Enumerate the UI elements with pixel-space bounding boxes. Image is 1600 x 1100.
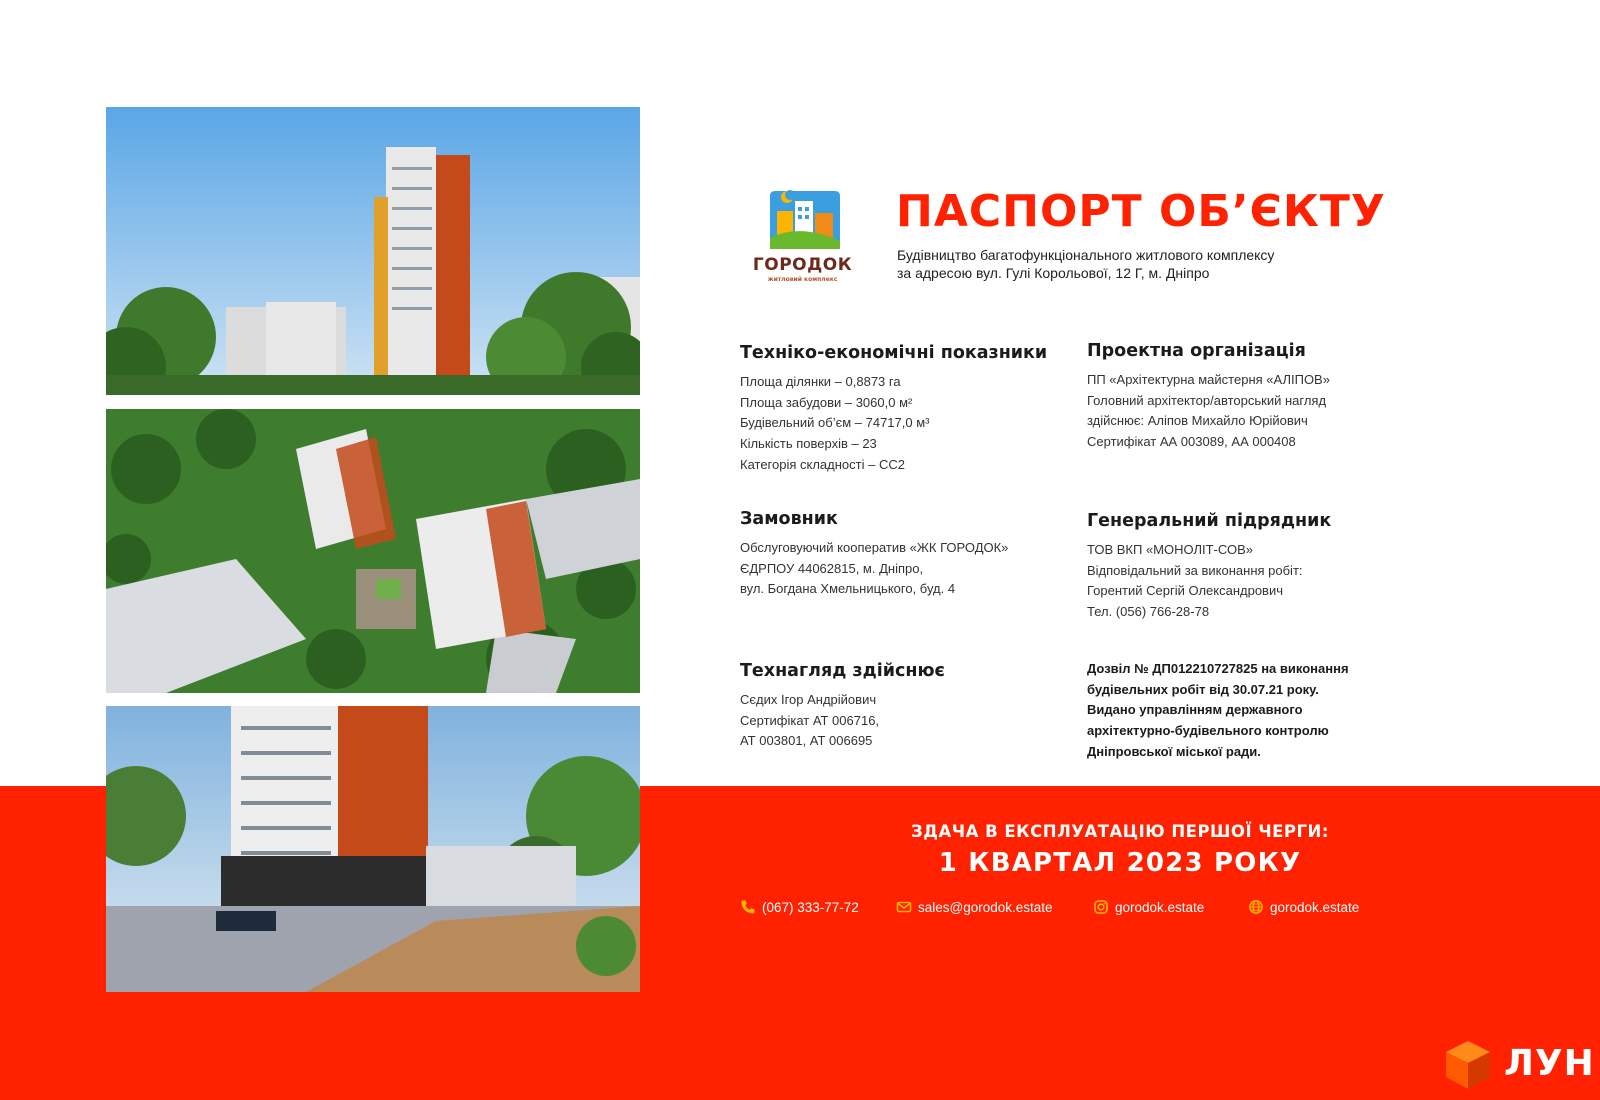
info-line: ТОВ ВКП «МОНОЛІТ-СОВ» [1087, 542, 1254, 557]
info-line: вул. Богдана Хмельницького, буд. 4 [740, 581, 956, 597]
phone-text: (067) 333-77-72 [762, 899, 859, 915]
permit-line: Дозвіл № ДП012210727825 на виконання [1087, 661, 1349, 676]
info-line: Кількість поверхів – 23 [740, 436, 877, 452]
info-line: Відповідальний за виконання робіт: [1087, 562, 1303, 578]
permit-line: архітектурно-будівельного контролю [1087, 723, 1329, 739]
phone-contact[interactable] [740, 899, 859, 915]
tech-indicators-section [740, 343, 1047, 476]
lun-brand [1440, 1037, 1595, 1093]
instagram-contact[interactable] [1093, 899, 1204, 915]
render-photo-aerial [106, 409, 640, 693]
page-subtitle [897, 246, 1337, 282]
info-line: Сєдих Ігор Андрійович [740, 692, 877, 707]
permit-line: будівельних робіт від 30.07.21 року. [1087, 681, 1319, 697]
customer-section [740, 509, 1008, 600]
logo-subtitle: житловий комплекс [767, 276, 838, 283]
project-organization-section [1087, 341, 1330, 453]
info-line: Горентий Сергій Олександрович [1087, 583, 1283, 599]
phone-icon [740, 899, 756, 915]
gorodok-logo [745, 183, 860, 288]
info-line: Сертифікат АТ 006716, [740, 712, 880, 728]
info-line: АТ 003801, АТ 006695 [740, 733, 873, 749]
info-line: ЄДРПОУ 44062815, м. Дніпро, [740, 560, 924, 576]
info-line: Категорія складності – СС2 [740, 456, 905, 472]
info-line: Сертифікат АА 003089, АА 000408 [1087, 434, 1296, 450]
info-line: Будівельний об’єм – 74717,0 м³ [740, 415, 930, 431]
logo-wordmark: ГОРОДОК [752, 255, 853, 275]
section-heading: Замовник [740, 509, 838, 529]
info-line: здійснює: Аліпов Михайло Юрійович [1087, 413, 1308, 429]
subtitle-line: за адресою вул. Гулі Корольової, 12 Г, м. Дніпро [897, 265, 1210, 281]
technical-supervision-section [740, 661, 945, 752]
info-line: Обслуговуючий кооператив «ЖК ГОРОДОК» [740, 540, 1009, 555]
info-line: Площа забудови – 3060,0 м² [740, 394, 913, 410]
permit-section [1087, 659, 1349, 763]
section-heading: Техніко-економічні показники [740, 343, 1048, 363]
mail-icon [896, 899, 912, 915]
section-heading: Генеральний підрядник [1087, 511, 1332, 531]
render-photo-tower [106, 107, 640, 395]
instagram-text: gorodok.estate [1115, 899, 1205, 915]
instagram-icon [1093, 899, 1109, 915]
email-contact[interactable] [896, 899, 1053, 915]
permit-line: Видано управлінням державного [1087, 702, 1303, 718]
info-line: Тел. (056) 766-28-78 [1087, 604, 1210, 620]
permit-line: Дніпровської міської ради. [1087, 743, 1261, 759]
globe-icon [1248, 899, 1264, 915]
info-line: Головний архітектор/авторський нагляд [1087, 392, 1327, 408]
email-text: sales@gorodok.estate [918, 899, 1053, 915]
subtitle-line: Будівництво багатофункціонального житлового комплексу [897, 247, 1275, 263]
cube-icon [1440, 1037, 1496, 1093]
section-heading: Технагляд здійснює [740, 661, 945, 681]
brand-wordmark: ЛУН [1504, 1043, 1595, 1084]
website-contact[interactable] [1248, 899, 1359, 915]
gorodok-logo-icon [745, 183, 860, 253]
info-line: Площа ділянки – 0,8873 га [740, 374, 901, 389]
page-title: ПАСПОРТ ОБ’ЄКТУ [896, 186, 1386, 237]
handover-date: 1 КВАРТАЛ 2023 РОКУ [938, 848, 1302, 878]
render-photo-courtyard [106, 706, 640, 992]
website-text: gorodok.estate [1270, 899, 1360, 915]
general-contractor-section [1087, 511, 1331, 623]
handover-label: ЗДАЧА В ЕКСПЛУАТАЦІЮ ПЕРШОЇ ЧЕРГИ: [911, 822, 1329, 841]
section-heading: Проектна організація [1087, 341, 1306, 361]
info-line: ПП «Архітектурна майстерня «АЛІПОВ» [1087, 372, 1330, 387]
